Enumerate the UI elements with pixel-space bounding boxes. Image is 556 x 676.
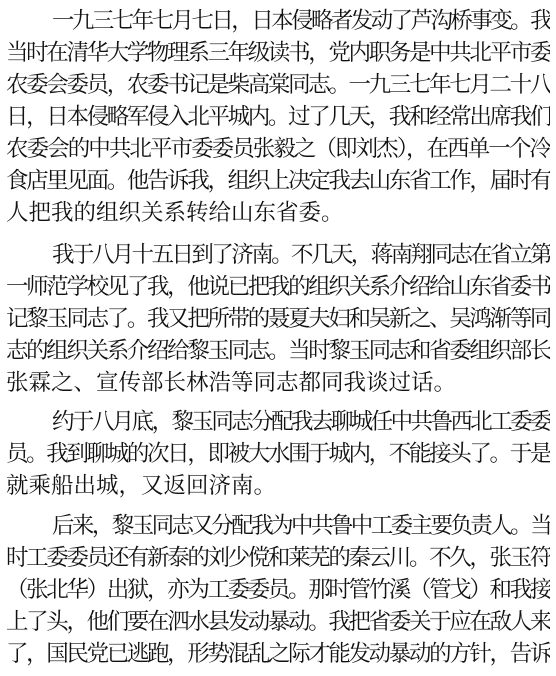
text-line: 了，国民党已逃跑，形势混乱之际才能发动暴动的方针，告诉 [6, 641, 550, 667]
text-line: 后来，黎玉同志又分配我为中共鲁中工委主要负责人。当 [52, 513, 550, 539]
text-line: 记黎玉同志了。我又把所带的聂夏夫妇和吴新之、吴鸿渐等同 [6, 306, 550, 332]
text-line: 时工委委员还有新泰的刘少傥和莱芜的秦云川。不久，张玉符 [6, 545, 550, 571]
text-line: 农委会委员，农委书记是柴高棠同志。一九三七年七月二十八 [6, 72, 550, 98]
text-line: 我于八月十五日到了济南。不几天，蒋南翔同志在省立第 [52, 242, 550, 268]
text-line: （张北华）出狱，亦为工委委员。那时管竹溪（管戈）和我接 [6, 577, 550, 603]
text-line: 一九三七年七月七日，日本侵略者发动了芦沟桥事变。我 [52, 8, 550, 34]
text-line: 上了头，他们要在泗水县发动暴动。我把省委关于应在敌人来 [6, 609, 550, 635]
text-line: 约于八月底，黎玉同志分配我去聊城任中共鲁西北工委委 [52, 409, 550, 435]
text-line: 一师范学校见了我，他说已把我的组织关系介绍给山东省委书 [6, 274, 550, 300]
text-line: 就乘船出城，又返回济南。 [6, 473, 277, 499]
text-line: 志的组织关系介绍给黎玉同志。当时黎玉同志和省委组织部长 [6, 338, 550, 364]
text-line: 日，日本侵略军侵入北平城内。过了几天，我和经常出席我们 [6, 104, 550, 130]
text-line: 食店里见面。他告诉我，组织上决定我去山东省工作，届时有 [6, 168, 550, 194]
text-line: 当时在清华大学物理系三年级读书，党内职务是中共北平市委 [6, 40, 550, 66]
text-line: 人把我的组织关系转给山东省委。 [6, 200, 344, 226]
text-line: 张霖之、宣传部长林浩等同志都同我谈过话。 [6, 370, 457, 396]
text-line: 员。我到聊城的次日，即被大水围于城内，不能接头了。于是 [6, 441, 550, 467]
text-line: 农委会的中共北平市委委员张毅之（即刘杰），在西单一个冷 [6, 136, 550, 162]
